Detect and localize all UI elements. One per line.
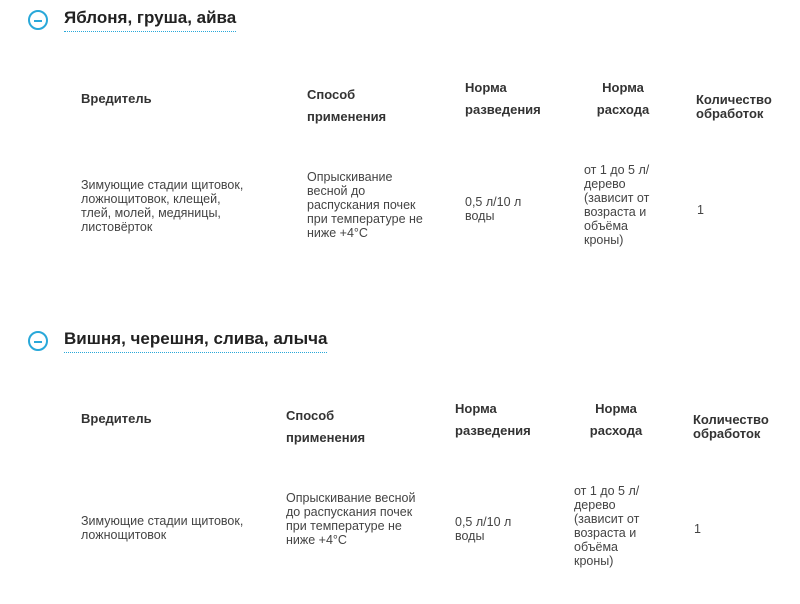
cell-dilution: 0,5 л/10 л воды — [465, 195, 522, 223]
header-treatments: Количество обработок — [693, 412, 769, 441]
cell-method: Опрыскивание весной до распускания почек при температуре не ниже +4°С — [307, 170, 423, 240]
cell-pest: Зимующие стадии щитовок, ложнощитовок, клещей, тлей, молей, медяницы, листовёрток — [81, 178, 244, 234]
header-pest: Вредитель — [81, 91, 152, 106]
header-consumption: Норма расхода — [589, 401, 643, 438]
cell-treatments: 1 — [697, 203, 704, 217]
section-title[interactable]: Вишня, черешня, слива, алыча — [64, 329, 327, 353]
header-dilution: Норма разведения — [465, 80, 541, 117]
cell-dilution: 0,5 л/10 л воды — [455, 515, 512, 543]
cell-pest: Зимующие стадии щитовок, ложнощитовок — [81, 514, 244, 542]
cell-method: Опрыскивание весной до распускания почек при температуре не ниже +4°С — [286, 491, 416, 547]
header-pest: Вредитель — [81, 411, 152, 426]
cell-consumption: от 1 до 5 л/ дерево (зависит от возраста и объёма кроны) — [584, 163, 650, 247]
cell-treatments: 1 — [694, 522, 701, 536]
header-consumption: Норма расхода — [596, 80, 650, 117]
header-treatments: Количество обработок — [696, 92, 772, 121]
header-method: Способ применения — [307, 87, 387, 124]
cell-consumption: от 1 до 5 л/ дерево (зависит от возраста и объёма кроны) — [574, 484, 640, 568]
minus-circle-icon[interactable] — [28, 10, 48, 30]
minus-circle-icon[interactable] — [28, 331, 48, 351]
header-dilution: Норма разведения — [455, 401, 531, 438]
section-title[interactable]: Яблоня, груша, айва — [64, 8, 236, 32]
header-method: Способ применения — [286, 408, 366, 445]
